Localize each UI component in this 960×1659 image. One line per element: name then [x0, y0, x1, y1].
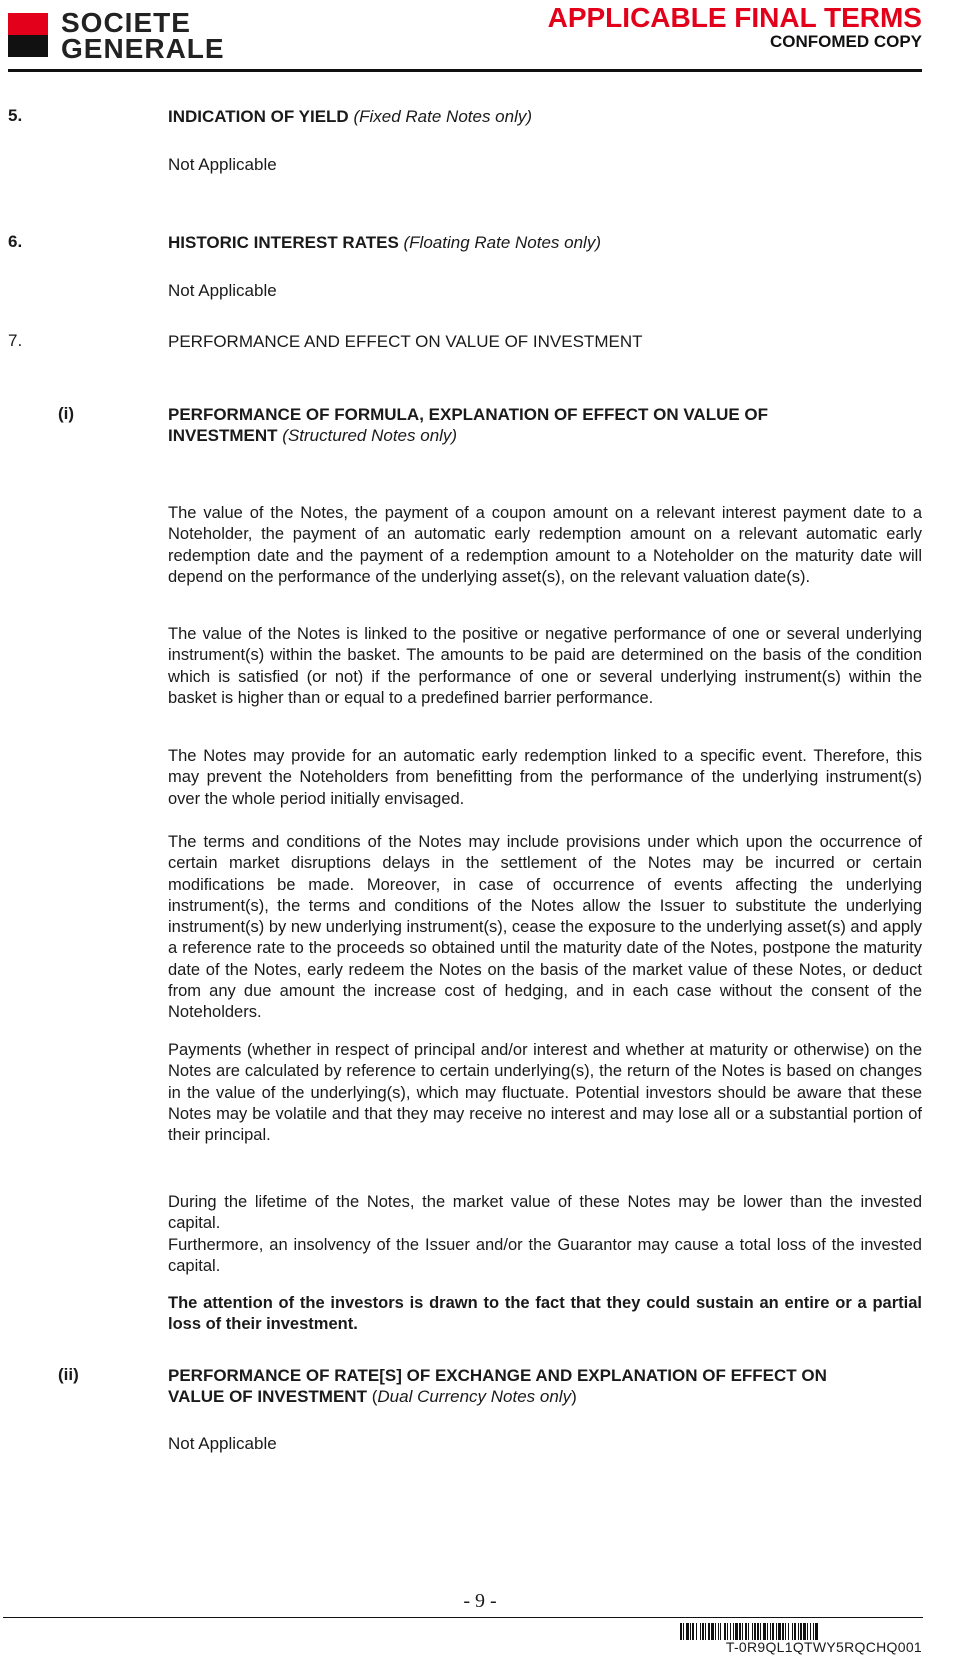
barcode-bar	[818, 1623, 819, 1640]
subsection-i-heading	[168, 404, 922, 446]
subsection-ii-paren-close: )	[571, 1387, 577, 1406]
logo-red-square	[8, 13, 48, 35]
logo-black-square	[8, 35, 48, 57]
logo-line-2: GENERALE	[61, 33, 225, 64]
footer-rule	[3, 1617, 923, 1618]
document-title: APPLICABLE FINAL TERMS	[547, 2, 922, 33]
subsection-ii-title-line-1: PERFORMANCE OF RATE[S] OF EXCHANGE AND EXPLANATION OF EFFECT ON	[168, 1366, 827, 1385]
paragraph-payments-underlyings: Payments (whether in respect of principal and/or interest and whether at maturity or otherwise) on the Notes are calculated by reference to certain underlying(s), the return of the Notes is based on changes in the value of the underlying(s), which may fluctuate. Potential investors should be aware that these Notes may be volatile and that they may receive no interest and may lose all or a substantial portion of their principal.	[168, 1041, 922, 1145]
subsection-i-label: (i)	[58, 404, 75, 423]
header-rule	[8, 69, 922, 72]
section-5-heading	[168, 106, 922, 127]
subsection-ii-paren-open: (	[371, 1387, 378, 1406]
paragraph-basket-performance: The value of the Notes is linked to the positive or negative performance of one or several underlying instrument(s) within the basket. The amounts to be paid are determined on the basis of the condition which is satisfied (or not) if the performance of one or several underlying instrument(s) within the basket is higher than or equal to a predefined barrier performance.	[168, 625, 922, 707]
section-5-body: Not Applicable	[168, 155, 277, 174]
paragraph-investor-attention: The attention of the investors is drawn to the fact that they could sustain an entire or a partial loss of their investment.	[168, 1294, 922, 1334]
paragraph-capital-risk	[168, 1192, 922, 1277]
section-6-body: Not Applicable	[168, 281, 277, 300]
document-subtitle: CONFOMED COPY	[769, 32, 922, 51]
page-number: - 9 -	[463, 1590, 497, 1612]
paragraph-early-redemption: The Notes may provide for an automatic early redemption linked to a specific event. Therefore, this may prevent the Noteholders from benefitting from the performance of the underlying instrument(s) over the whole period initially envisaged.	[168, 747, 922, 808]
capital-risk-insolvency: Furthermore, an insolvency of the Issuer and/or the Guarantor may cause a total loss of the invested capital.	[168, 1235, 922, 1275]
subsection-ii-title-line-2: VALUE OF INVESTMENT	[168, 1387, 367, 1406]
societe-generale-logo-mark	[8, 13, 48, 57]
barcode-text: T-0R9QL1QTWY5RQCHQ001	[725, 1639, 922, 1655]
subsection-ii-qualifier: Dual Currency Notes only	[377, 1387, 572, 1406]
section-5-number: 5.	[8, 106, 23, 125]
barcode-icon	[680, 1623, 922, 1640]
capital-risk-market-value: During the lifetime of the Notes, the market value of these Notes may be lower than the invested capital.	[168, 1193, 922, 1233]
section-6-title: HISTORIC INTEREST RATES	[168, 233, 399, 252]
logo-wordmark	[61, 7, 225, 64]
paragraph-performance-dependence: The value of the Notes, the payment of a coupon amount on a relevant interest payment date to a Noteholder, the payment of an automatic early redemption amount on a relevant automatic early redemption date and the payment of a redemption amount to a Noteholder on the maturity date will depend on the performance of the underlying asset(s), on the relevant valuation date(s).	[168, 504, 922, 586]
section-5-title: INDICATION OF YIELD	[168, 107, 349, 126]
section-7-title: PERFORMANCE AND EFFECT ON VALUE OF INVESTMENT	[168, 332, 643, 351]
logo-line-1: SOCIETE	[61, 7, 191, 38]
subsection-i-title-line-1: PERFORMANCE OF FORMULA, EXPLANATION OF EFFECT ON VALUE OF	[168, 405, 769, 424]
section-6-number: 6.	[8, 232, 23, 251]
section-6-qualifier: (Floating Rate Notes only)	[403, 233, 601, 252]
subsection-ii-label: (ii)	[58, 1365, 79, 1384]
section-6-heading	[168, 232, 922, 253]
subsection-ii-body: Not Applicable	[168, 1434, 277, 1453]
subsection-ii-heading	[168, 1365, 922, 1407]
paragraph-market-disruptions: The terms and conditions of the Notes may include provisions under which upon the occurrence of certain market disruptions delays in the settlement of the Notes may be incurred or certain modifications be made. Moreover, in case of occurrence of events affecting the underlying instrument(s), the terms and conditions of the Notes allow the Issuer to substitute the underlying instrument(s) by new underlying instrument(s), cease the exposure to the underlying asset(s) and apply a reference rate to the proceeds so obtained until the maturity date of the Notes, postpone the maturity date of the Notes, early redeem the Notes on the basis of the market value of these Notes, or deduct from any due amount the increase cost of hedging, and in each case without the consent of the Noteholders.	[168, 833, 922, 1022]
subsection-i-qualifier: (Structured Notes only)	[282, 426, 458, 445]
section-5-qualifier: (Fixed Rate Notes only)	[353, 107, 533, 126]
subsection-i-title-line-2: INVESTMENT	[168, 426, 278, 445]
section-7-number: 7.	[8, 331, 23, 350]
